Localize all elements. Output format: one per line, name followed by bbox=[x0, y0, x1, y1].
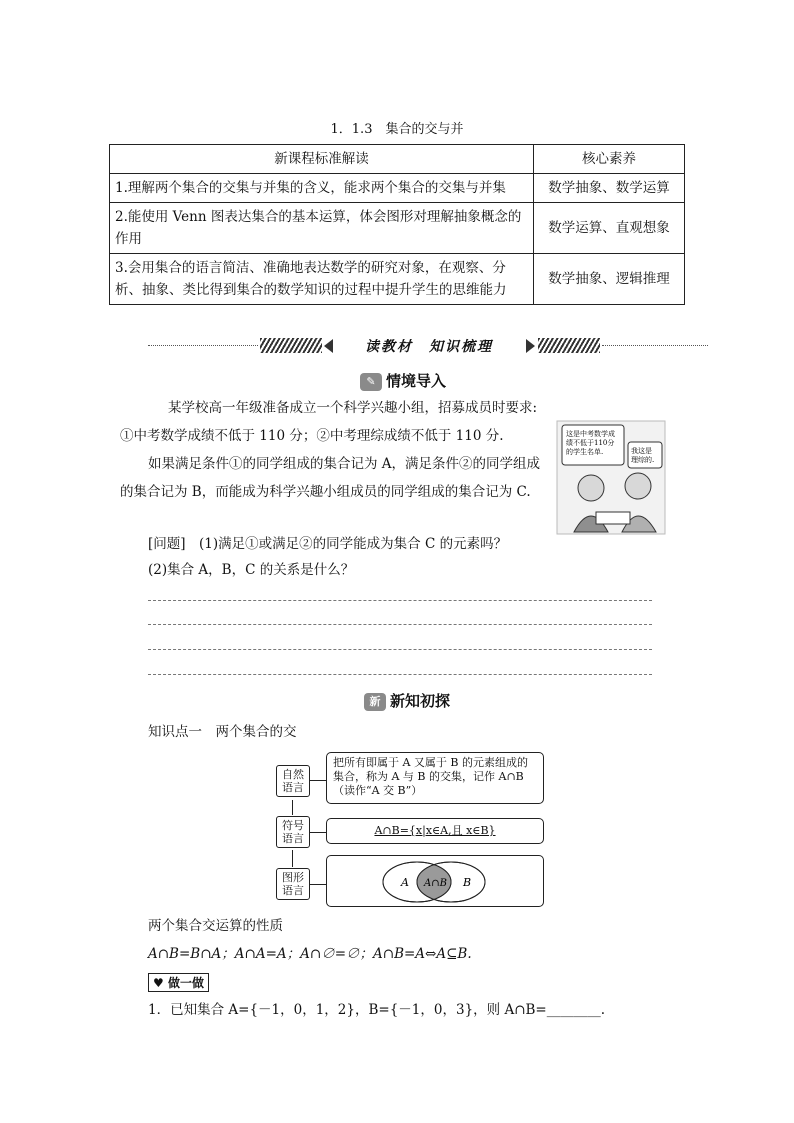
heart-icon: ♥ bbox=[153, 976, 164, 990]
banner-left-stripe bbox=[260, 338, 322, 353]
header-standards: 新课程标准解读 bbox=[110, 145, 534, 174]
answer-line bbox=[148, 674, 652, 675]
students-illustration bbox=[556, 420, 666, 535]
core-text: 数学抽象、逻辑推理 bbox=[534, 254, 685, 305]
venn-label-b: B bbox=[463, 876, 472, 889]
section-heading-situation bbox=[360, 370, 446, 391]
core-text: 数学运算、直观想象 bbox=[534, 203, 685, 254]
connector-line bbox=[310, 780, 326, 781]
doit-marker bbox=[148, 972, 209, 992]
bubble-right-text: 我这是理综的. bbox=[631, 447, 655, 464]
situation-heading-text: 情境导入 bbox=[386, 372, 447, 390]
doit-label-text: 做一做 bbox=[167, 976, 204, 990]
label-graphic-language: 图形语言 bbox=[276, 868, 310, 900]
answer-line bbox=[148, 600, 652, 601]
natural-language-box bbox=[326, 752, 544, 804]
standards-table bbox=[109, 144, 685, 305]
venn-diagram bbox=[327, 856, 543, 906]
venn-label-ab: A∩B bbox=[424, 878, 447, 889]
exercise-1: 1．已知集合 A={－1，0，1，2}，B={－1，0，3}，则 A∩B=________. bbox=[148, 1002, 606, 1018]
banner-left-arrow-icon bbox=[324, 339, 333, 353]
lesson-title: 1．1.3 集合的交与并 bbox=[330, 122, 464, 137]
connector-line bbox=[310, 832, 326, 833]
bubble-left-text: 这是中考数学成绩不低于110分的学生名单. bbox=[566, 430, 615, 456]
banner-right-stripe bbox=[538, 338, 600, 353]
core-text: 数学抽象、数学运算 bbox=[534, 174, 685, 203]
situation-paragraph-2: ①中考数学成绩不低于 110 分；②中考理综成绩不低于 110 分. bbox=[120, 428, 504, 444]
question-1: [问题] (1)满足①或满足②的同学能成为集合 C 的元素吗？ bbox=[148, 536, 508, 552]
section-banner bbox=[148, 336, 708, 356]
label-symbol-language: 符号语言 bbox=[276, 816, 310, 848]
table-header-row bbox=[110, 145, 685, 174]
connector-line bbox=[310, 884, 326, 885]
property-title: 两个集合交运算的性质 bbox=[148, 918, 283, 934]
connector-line bbox=[292, 800, 293, 815]
knowledge-point-title: 知识点一 两个集合的交 bbox=[148, 724, 297, 740]
property-formulas: A∩B=B∩A；A∩A=A；A∩∅=∅；A∩B=A⇔A⊆B. bbox=[148, 946, 472, 962]
symbol-language-text: A∩B={x|x∈A,且 x∈B} bbox=[374, 824, 496, 837]
standard-text: 3.会用集合的语言简洁、准确地表达数学的研究对象，在观察、分析、抽象、类比得到集合的数学知识的过程中提升学生的思维能力 bbox=[110, 254, 534, 305]
banner-right-line bbox=[602, 345, 708, 346]
label-natural-language: 自然语言 bbox=[276, 765, 310, 797]
banner-right-arrow-icon bbox=[526, 339, 535, 353]
connector-line bbox=[292, 850, 293, 867]
venn-label-a: A bbox=[401, 876, 409, 889]
book-icon: 新 bbox=[364, 693, 386, 711]
answer-line bbox=[148, 649, 652, 650]
table-row bbox=[110, 203, 685, 254]
table-row bbox=[110, 174, 685, 203]
newknowledge-heading-text: 新知初探 bbox=[390, 692, 451, 710]
table-row bbox=[110, 254, 685, 305]
symbol-language-box bbox=[326, 818, 544, 844]
natural-language-text: 把所有即属于 A 又属于 B 的元素组成的集合，称为 A 与 B 的交集，记作 A∩B（读作“A 交 B”） bbox=[333, 756, 529, 797]
header-core: 核心素养 bbox=[534, 145, 685, 174]
standard-text: 2.能使用 Venn 图表达集合的基本运算，体会图形对理解抽象概念的作用 bbox=[110, 203, 534, 254]
standard-text: 1.理解两个集合的交集与并集的含义，能求两个集合的交集与并集 bbox=[110, 174, 534, 203]
question-2: (2)集合 A，B，C 的关系是什么？ bbox=[148, 562, 355, 578]
banner-left-line bbox=[148, 345, 258, 346]
situation-paragraph-1: 某学校高一年级准备成立一个科学兴趣小组，招募成员时要求: bbox=[168, 400, 538, 416]
banner-title: 读教材 知识梳理 bbox=[365, 339, 493, 355]
answer-line bbox=[148, 624, 652, 625]
doit-label bbox=[148, 973, 209, 992]
situation-paragraph-3: 如果满足条件①的同学组成的集合记为 A，满足条件②的同学组成的集合记为 B，而能成为科学兴趣小组成员的同学组成的集合记为 C. bbox=[120, 456, 541, 500]
section-heading-newknowledge bbox=[364, 690, 450, 711]
graphic-language-box bbox=[326, 855, 544, 907]
lamp-icon: ✎ bbox=[360, 373, 382, 391]
